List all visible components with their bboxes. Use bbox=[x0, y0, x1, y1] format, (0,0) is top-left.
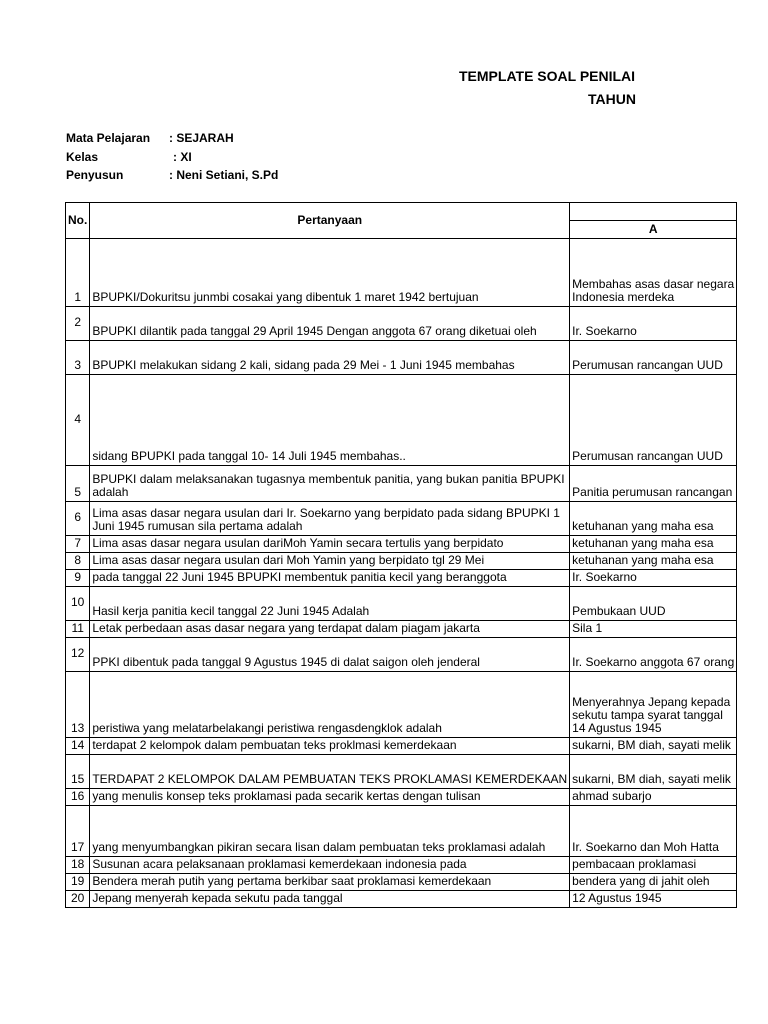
subject-value: : SEJARAH bbox=[169, 131, 234, 145]
question-cell: Lima asas dasar negara usulan dari Ir. Soekarno yang berpidato pada sidang BPUPKI 1 Juni 1945 rumusan sila pertama adalah bbox=[90, 502, 570, 536]
question-cell: terdapat 2 kelompok dalam pembuatan teks proklmasi kemerdekaan bbox=[90, 738, 570, 755]
row-number: 19 bbox=[66, 874, 90, 891]
table-row bbox=[66, 536, 737, 553]
document-title: TEMPLATE SOAL PENILAI bbox=[459, 68, 636, 84]
answer-a-cell: ahmad subarjo bbox=[570, 789, 737, 806]
question-table bbox=[65, 202, 737, 908]
answer-a-cell: pembacaan proklamasi bbox=[570, 857, 737, 874]
question-cell: Susunan acara pelaksanaan proklamasi kemerdekaan indonesia pada bbox=[90, 857, 570, 874]
answer-a-cell: sukarni, BM diah, sayati melik bbox=[570, 755, 737, 789]
table-row bbox=[66, 341, 737, 375]
table-row bbox=[66, 638, 737, 672]
table-row bbox=[66, 672, 737, 738]
question-cell: TERDAPAT 2 KELOMPOK DALAM PEMBUATAN TEKS PROKLAMASI KEMERDEKAAN bbox=[90, 755, 570, 789]
answer-a-cell: 12 Agustus 1945 bbox=[570, 891, 737, 908]
table-row bbox=[66, 466, 737, 502]
row-number: 20 bbox=[66, 891, 90, 908]
row-number: 5 bbox=[66, 466, 90, 502]
row-number: 6 bbox=[66, 502, 90, 536]
table-row bbox=[66, 806, 737, 857]
question-cell: Lima asas dasar negara usulan dariMoh Yamin secara tertulis yang berpidato bbox=[90, 536, 570, 553]
answer-a-cell: bendera yang di jahit oleh bbox=[570, 874, 737, 891]
answer-a-cell: Pembukaan UUD bbox=[570, 587, 737, 621]
table-row bbox=[66, 375, 737, 466]
row-number: 9 bbox=[66, 570, 90, 587]
author-value: : Neni Setiani, S.Pd bbox=[169, 168, 279, 182]
table-row bbox=[66, 553, 737, 570]
row-number: 7 bbox=[66, 536, 90, 553]
answer-a-cell: Ir. Soekarno dan Moh Hatta bbox=[570, 806, 737, 857]
question-cell: Hasil kerja panitia kecil tanggal 22 Juni 1945 Adalah bbox=[90, 587, 570, 621]
question-cell: BPUPKI dilantik pada tanggal 29 April 1945 Dengan anggota 67 orang diketuai oleh bbox=[90, 307, 570, 341]
column-header-no: No. bbox=[66, 203, 90, 239]
question-cell: BPUPKI/Dokuritsu junmbi cosakai yang dibentuk 1 maret 1942 bertujuan bbox=[90, 239, 570, 307]
answer-a-cell: Panitia perumusan rancangan bbox=[570, 466, 737, 502]
row-number: 18 bbox=[66, 857, 90, 874]
answer-a-cell: Ir. Soekarno bbox=[570, 307, 737, 341]
question-cell: BPUPKI melakukan sidang 2 kali, sidang pada 29 Mei - 1 Juni 1945 membahas bbox=[90, 341, 570, 375]
author-label: Penyusun bbox=[66, 168, 124, 182]
column-header-a: A bbox=[570, 221, 737, 239]
column-header-answer-group bbox=[570, 203, 737, 221]
row-number: 12 bbox=[66, 638, 90, 672]
row-number: 1 bbox=[66, 239, 90, 307]
question-cell: BPUPKI dalam melaksanakan tugasnya membentuk panitia, yang bukan panitia BPUPKI adalah bbox=[90, 466, 570, 502]
question-cell: Bendera merah putih yang pertama berkibar saat proklamasi kemerdekaan bbox=[90, 874, 570, 891]
row-number: 15 bbox=[66, 755, 90, 789]
row-number: 17 bbox=[66, 806, 90, 857]
row-number: 10 bbox=[66, 587, 90, 621]
question-cell: PPKI dibentuk pada tanggal 9 Agustus 1945 di dalat saigon oleh jenderal bbox=[90, 638, 570, 672]
answer-a-cell: ketuhanan yang maha esa bbox=[570, 502, 737, 536]
answer-a-cell: Ir. Soekarno anggota 67 orang bbox=[570, 638, 737, 672]
question-cell: pada tanggal 22 Juni 1945 BPUPKI membentuk panitia kecil yang beranggota bbox=[90, 570, 570, 587]
row-number: 4 bbox=[66, 375, 90, 466]
answer-a-cell: Menyerahnya Jepang kepada sekutu tampa syarat tanggal 14 Agustus 1945 bbox=[570, 672, 737, 738]
table-row bbox=[66, 587, 737, 621]
answer-a-cell: ketuhanan yang maha esa bbox=[570, 536, 737, 553]
row-number: 11 bbox=[66, 621, 90, 638]
row-number: 3 bbox=[66, 341, 90, 375]
table-row bbox=[66, 307, 737, 341]
table-row bbox=[66, 789, 737, 806]
table-row bbox=[66, 755, 737, 789]
question-cell: Jepang menyerah kepada sekutu pada tanggal bbox=[90, 891, 570, 908]
row-number: 14 bbox=[66, 738, 90, 755]
answer-a-cell: sukarni, BM diah, sayati melik bbox=[570, 738, 737, 755]
answer-a-cell: Membahas asas dasar negara Indonesia merdeka bbox=[570, 239, 737, 307]
class-value: : XI bbox=[173, 150, 192, 164]
row-number: 13 bbox=[66, 672, 90, 738]
answer-a-cell: ketuhanan yang maha esa bbox=[570, 553, 737, 570]
table-row bbox=[66, 239, 737, 307]
column-header-question: Pertanyaan bbox=[90, 203, 570, 239]
answer-a-cell: Perumusan rancangan UUD bbox=[570, 375, 737, 466]
question-cell: Lima asas dasar negara usulan dari Moh Yamin yang berpidato tgl 29 Mei bbox=[90, 553, 570, 570]
answer-a-cell: Perumusan rancangan UUD bbox=[570, 341, 737, 375]
table-row bbox=[66, 891, 737, 908]
table-row bbox=[66, 502, 737, 536]
table-row bbox=[66, 621, 737, 638]
question-cell: yang menyumbangkan pikiran secara lisan dalam pembuatan teks proklamasi adalah bbox=[90, 806, 570, 857]
table-body bbox=[66, 239, 737, 908]
table-row bbox=[66, 857, 737, 874]
class-label: Kelas bbox=[66, 150, 99, 164]
document-subtitle: TAHUN bbox=[588, 91, 636, 107]
row-number: 16 bbox=[66, 789, 90, 806]
table-row bbox=[66, 738, 737, 755]
answer-a-cell: Ir. Soekarno bbox=[570, 570, 737, 587]
table-row bbox=[66, 570, 737, 587]
question-cell: yang menulis konsep teks proklamasi pada secarik kertas dengan tulisan bbox=[90, 789, 570, 806]
answer-a-cell: Sila 1 bbox=[570, 621, 737, 638]
subject-label: Mata Pelajaran bbox=[66, 131, 151, 145]
question-cell: sidang BPUPKI pada tanggal 10- 14 Juli 1945 membahas.. bbox=[90, 375, 570, 466]
table-row bbox=[66, 874, 737, 891]
question-cell: peristiwa yang melatarbelakangi peristiwa rengasdengklok adalah bbox=[90, 672, 570, 738]
question-cell: Letak perbedaan asas dasar negara yang terdapat dalam piagam jakarta bbox=[90, 621, 570, 638]
row-number: 2 bbox=[66, 307, 90, 341]
row-number: 8 bbox=[66, 553, 90, 570]
